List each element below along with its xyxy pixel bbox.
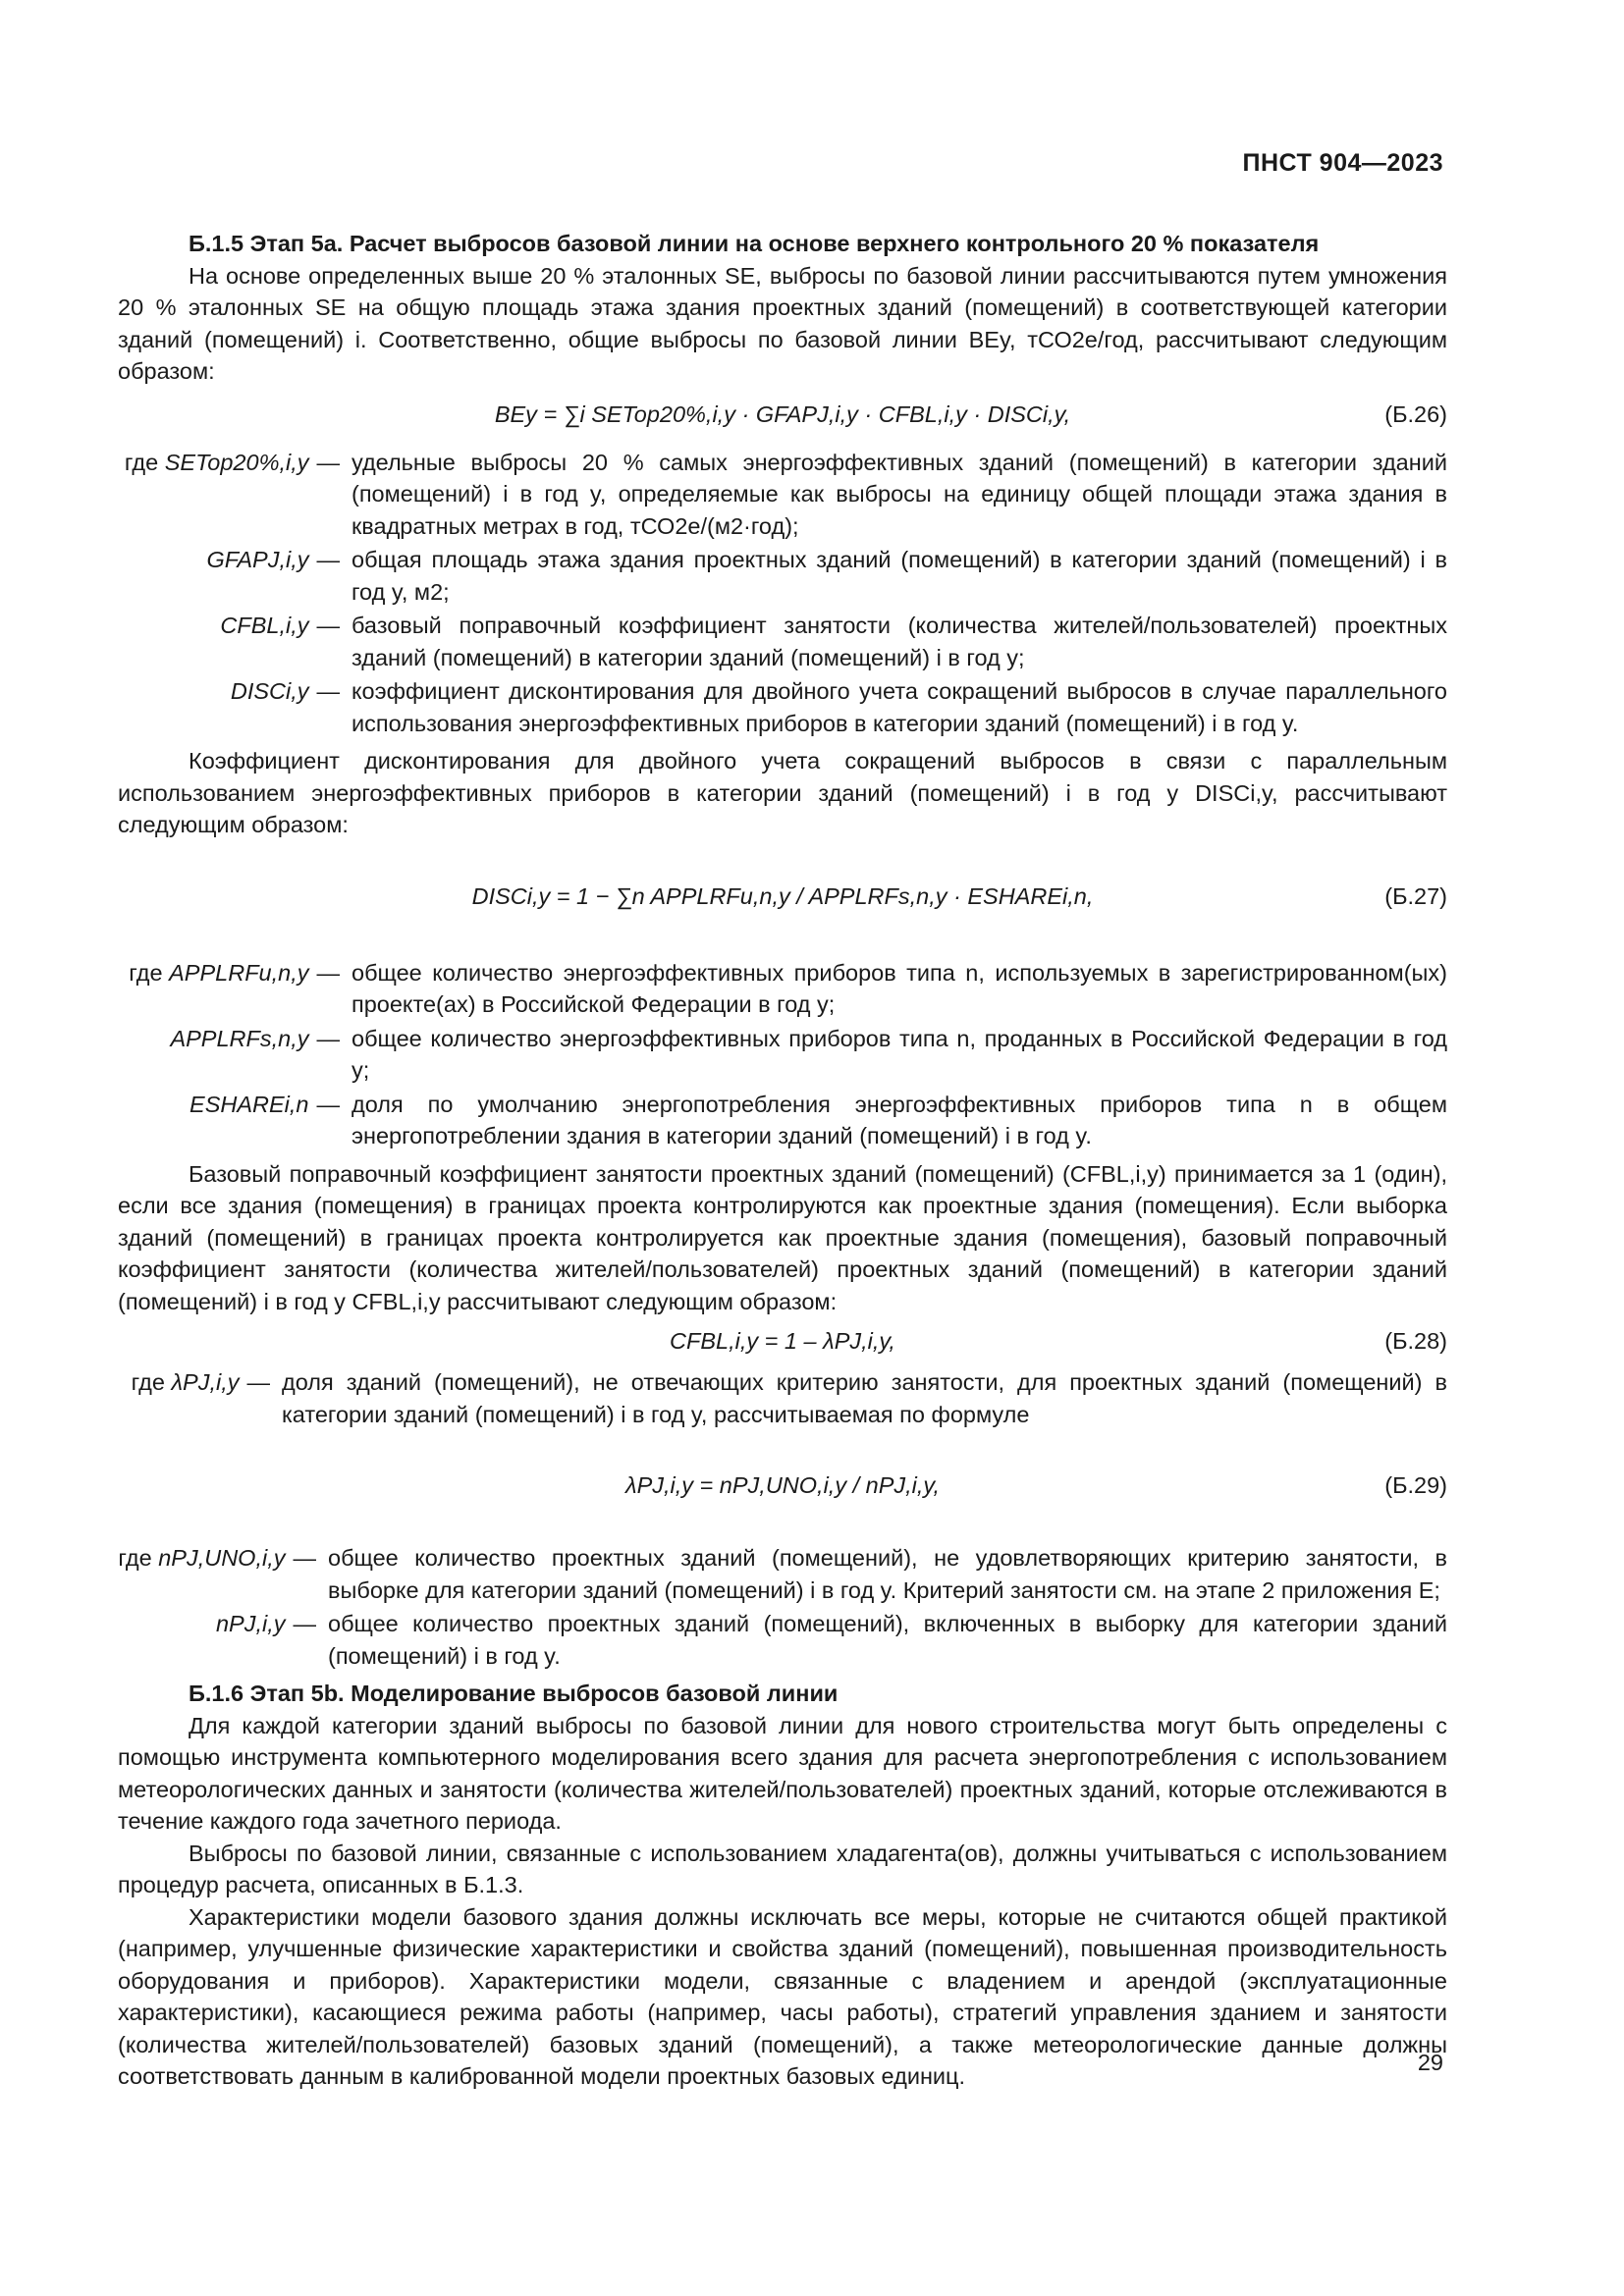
paragraph: Характеристики модели базового здания должны исключать все меры, которые не считаются общей практикой (например, улучшенные физические характеристики и свойства зданий (помещений), повышенная производительность оборудования и приборов). Характеристики модели, связанные с владением и арендой (эксплуатационные характеристики), касающиеся режима работы (например, часы работы), стратегий управления зданием и занятости (количества жителей/пользователей) базовых зданий (помещений), а также метеорологические данные должны соответствовать данным в калиброванной модели проектных базовых единиц. — [118, 1903, 1447, 2089]
definition-text: общая площадь этажа здания проектных зданий (помещений) в категории зданий (помещений) i в год y, м2; — [352, 547, 1447, 605]
equation-formula: DISCi,y = 1 − ∑n APPLRFu,n,y / APPLRFs,n,y · ESHAREi,n, — [471, 883, 1094, 910]
definition-text: общее количество проектных зданий (помещений), включенных в выборку для категории зданий (помещений) i в год y. — [328, 1611, 1447, 1669]
paragraph: Коэффициент дисконтирования для двойного учета сокращений выбросов в связи с параллельным использованием энергоэффективных приборов в категории зданий (помещений) i в год y DISCi,y, рассчитывают следующим образом: — [118, 748, 1447, 837]
definition-term: где λPJ,i,y — — [131, 1369, 270, 1395]
section-heading-b16: Б.1.6 Этап 5b. Моделирование выбросов базовой линии — [189, 1681, 839, 1706]
definition-list — [118, 957, 1447, 1154]
definition-text: доля по умолчанию энергопотребления энергоэффективных приборов типа n в общем энергопотреблении здания в категории зданий (помещений) i в год y. — [352, 1091, 1447, 1148]
equation-number: (Б.29) — [1384, 1471, 1447, 1498]
definition-text: доля зданий (помещений), не отвечающих критерию занятости, для проектных зданий (помещений) в категории зданий (помещений) i в год y, рассчитываемая по формуле — [282, 1369, 1447, 1427]
definition-term: где APPLRFu,n,y — — [129, 959, 340, 986]
equation-b27 — [118, 843, 1447, 951]
definition-text: базовый поправочный коэффициент занятости (количества жителей/пользователей) проектных зданий (помещений) в категории зданий (помещений) i в год y; — [352, 613, 1447, 670]
definition-text: общее количество энергоэффективных приборов типа n, проданных в Российской Федерации в год y; — [352, 1025, 1447, 1083]
definition-text: общее количество проектных зданий (помещений), не удовлетворяющих критерию занятости, в выборке для категории зданий (помещений) i в год y. Критерий занятости см. на этапе 2 приложения Е; — [328, 1545, 1447, 1603]
definition-list — [118, 1366, 1447, 1432]
definition-term: nPJ,i,y — — [215, 1611, 316, 1636]
paragraph: Базовый поправочный коэффициент занятости проектных зданий (помещений) (CFBL,i,y) принимается за 1 (один), если все здания (помещения) в границах проекта контролируются как проектные здания (помещения). Если выборка зданий (помещений) в границах проекта контролируется как проектные здания (помещения), базовый поправочный коэффициент занятости (количества жителей/пользователей) проектных зданий (помещений) в категории зданий (помещений) i в год y CFBL,i,y рассчитывают следующим образом: — [118, 1160, 1447, 1314]
page-number: 29 — [1417, 2050, 1443, 2075]
definition-term: где SETop20%,i,y — — [124, 449, 340, 475]
equation-formula: BEy = ∑i SETop20%,i,y · GFAPJ,i,y · CFBL,i,y · DISCi,y, — [494, 401, 1071, 428]
definition-term: APPLRFs,n,y — — [170, 1025, 340, 1051]
equation-b29 — [118, 1436, 1447, 1534]
definition-list — [118, 447, 1447, 742]
equation-number: (Б.26) — [1384, 401, 1447, 428]
definition-text: удельные выбросы 20 % самых энергоэффективных зданий (помещений) в категории зданий (помещений) i в год y, определяемые как выбросы на единицу общей площади этажа здания в квадратных метрах в год, тСО2е/(м2·год); — [352, 449, 1447, 539]
paragraph: На основе определенных выше 20 % эталонных SE, выбросы по базовой линии рассчитываются путем умножения 20 % эталонных SE на общую площадь этажа здания проектных зданий (помещений) в соответствующей категории зданий (помещений) i. Соответственно, общие выбросы по базовой линии BEy, тСО2е/год, рассчитывают следующим образом: — [118, 262, 1447, 384]
definition-list — [118, 1542, 1447, 1674]
definition-term: GFAPJ,i,y — — [206, 547, 340, 572]
equation-b26 — [118, 394, 1447, 437]
definition-term: ESHAREi,n — — [189, 1091, 340, 1117]
document-code: ПНСТ 904—2023 — [1242, 149, 1443, 177]
section-heading-b15: Б.1.5 Этап 5а. Расчет выбросов базовой линии на основе верхнего контрольного 20 % показателя — [189, 231, 1320, 256]
definition-term: CFBL,i,y — — [220, 613, 340, 638]
equation-formula: CFBL,i,y = 1 – λPJ,i,y, — [670, 1327, 895, 1354]
paragraph: Выбросы по базовой линии, связанные с использованием хладагента(ов), должны учитываться с использованием процедур расчета, описанных в Б.1.3. — [118, 1840, 1447, 1897]
equation-number: (Б.27) — [1384, 883, 1447, 910]
definition-term: DISCi,y — — [230, 678, 340, 704]
definition-text: коэффициент дисконтирования для двойного учета сокращений выбросов в случае параллельного использования энергоэффективных приборов в категории зданий (помещений) i в год y. — [352, 678, 1447, 736]
definition-text: общее количество энергоэффективных приборов типа n, используемых в зарегистрированном(ых) проекте(ах) в Российской Федерации в год y; — [352, 959, 1447, 1017]
equation-number: (Б.28) — [1384, 1327, 1447, 1354]
paragraph: Для каждой категории зданий выбросы по базовой линии для нового строительства могут быть определены с помощью инструмента компьютерного моделирования всего здания для расчета энергопотребления с использованием метеорологических данных и занятости (количества жителей/пользователей) проектных зданий, которые отслеживаются в течение каждого года зачетного периода. — [118, 1712, 1447, 1834]
equation-b28 — [118, 1321, 1447, 1361]
equation-formula: λPJ,i,y = nPJ,UNO,i,y / nPJ,i,y, — [625, 1471, 940, 1498]
page-content — [118, 228, 1447, 2093]
definition-term: где nPJ,UNO,i,y — — [118, 1545, 316, 1571]
